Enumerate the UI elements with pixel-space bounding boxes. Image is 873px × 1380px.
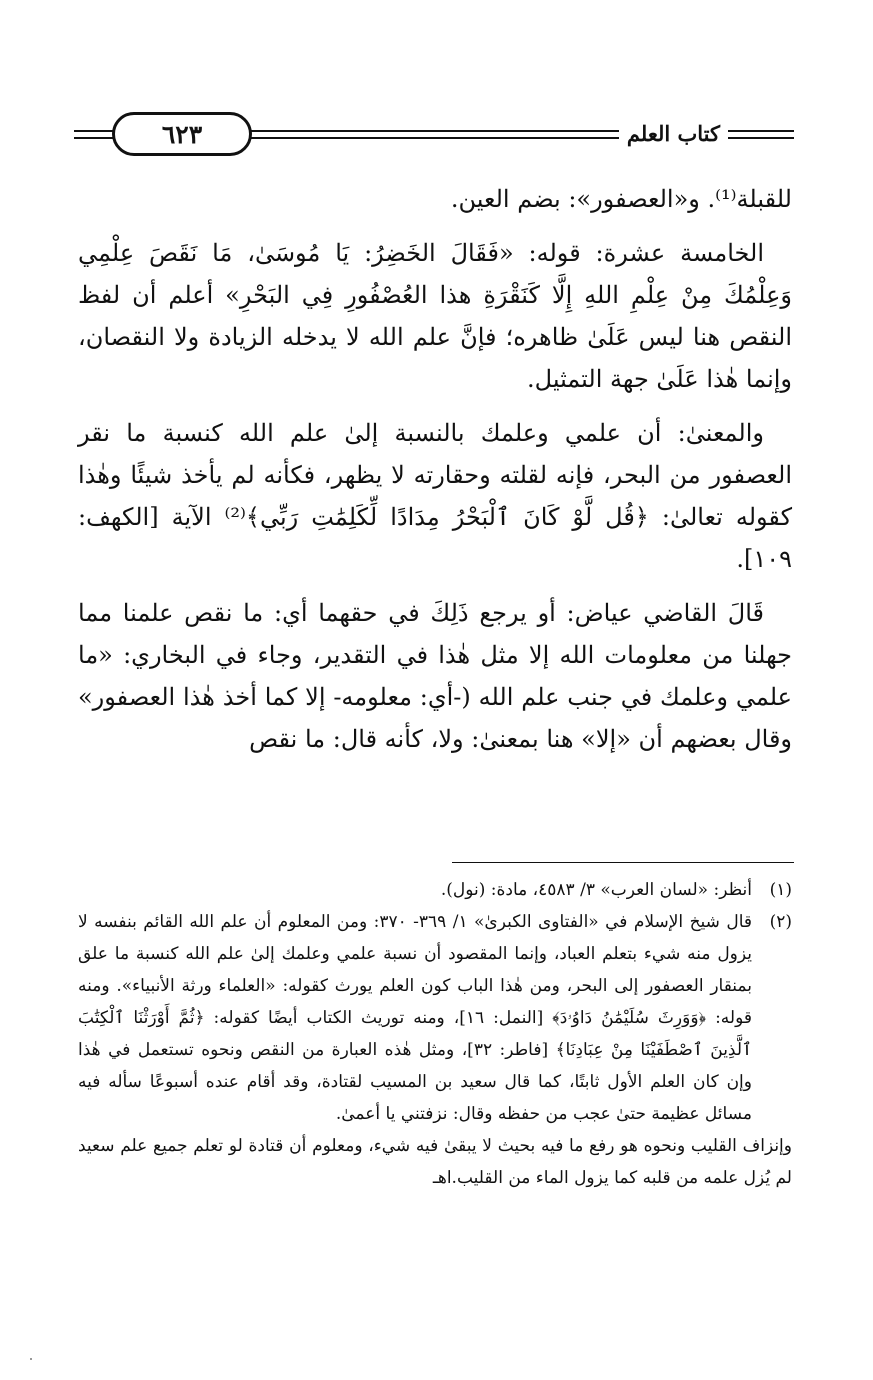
paragraph: والمعنىٰ: أن علمي وعلمك بالنسبة إلىٰ علم الله كنسبة ما نقر العصفور من البحر، فإنه لقلته وحقارته لا يظهر، فكأنه لم يأخذ شيئًا وهٰذا كقوله تعالىٰ: ﴿قُل لَّوْ كَانَ ٱلْبَحْرُ مِدَادًا لِّكَلِمَٰتِ رَبِّي﴾⁽²⁾ الآية [الكهف: ١٠٩]. (78, 419, 792, 573)
footnote-number: (٢) (769, 912, 792, 932)
footnote (78, 874, 792, 906)
paragraph: للقبلة⁽¹⁾. و«العصفور»: بضم العين. (450, 185, 792, 213)
page-header (74, 112, 794, 160)
footnote-text: أنظر: «لسان العرب» ٣/ ٤٥٨٣، مادة: (نول). (440, 880, 752, 900)
footnote (78, 906, 792, 1130)
footnote-text: قال شيخ الإسلام في «الفتاوى الكبرىٰ» ١/ ٣٦٩- ٣٧٠: ومن المعلوم أن علم الله القائم بنفسه لا يزول منه شيء بتعلم العباد، وإنما المقصود أن نسبة علمي وعلمك إلىٰ علم الله كنسبة ما علق بمنقار العصفور إلى البحر، ومن هٰذا الباب كون العلم يورث كقوله: «العلماء ورثة الأنبياء». ومنه قوله: ﴿وَوَرِثَ سُلَيْمَٰنُ دَاوُۥدَ﴾ [النمل: ١٦]، ومنه توريث الكتاب أيضًا كقوله: ﴿ثُمَّ أَوْرَثْنَا ٱلْكِتَٰبَ ٱلَّذِينَ ٱصْطَفَيْنَا مِنْ عِبَادِنَا﴾ [فاطر: ٣٢]، ومثل هٰذه العبارة من النقص ونحوه تستعمل في هٰذا وإن كان العلم الأول ثابتًا، كما قال سعيد بن المسيب لقتادة، وقد أقام عنده أسبوعًا سأله فيه مسائل عظيمة حتىٰ عجب من حفظه وقال: نزفتني يا أعمىٰ. (78, 912, 753, 1124)
footnote-continuation: وإنزاف القليب ونحوه هو رفع ما فيه بحيث لا يبقىٰ فيه شيء، ومعلوم أن قتادة لو تعلم جميع علم سعيد لم يُزل علمه من قلبه كما يزول الماء من القليب.اهـ (78, 1136, 792, 1188)
footnote-separator (452, 862, 794, 863)
paragraph: الخامسة عشرة: قوله: «فَقَالَ الخَضِرُ: يَا مُوسَىٰ، مَا نَقَصَ عِلْمِي وَعِلْمُكَ مِنْ عِلْمِ اللهِ إِلَّا كَنَقْرَةِ هذا العُصْفُورِ فِي البَحْرِ» أعلم أن لفظ النقص هنا ليس عَلَىٰ ظاهره؛ فإنَّ علم الله لا يدخله الزيادة ولا النقصان، وإنما هٰذا عَلَىٰ جهة التمثيل. (78, 239, 792, 393)
footnote-number: (١) (769, 880, 792, 900)
main-text (78, 178, 792, 772)
page-number: ٦٢٣ (112, 112, 252, 156)
footnotes (78, 874, 792, 1194)
page-speck (30, 1358, 32, 1360)
book-title: كتاب العلم (619, 121, 728, 146)
header-rule-left-top (74, 130, 114, 132)
paragraph: قَالَ القاضي عياض: أو يرجع ذَلِكَ في حقهما أي: ما نقص علمنا مما جهلنا من معلومات الله إلا مثل هٰذا في التقدير، وجاء في البخاري: «ما علمي وعلمك في جنب علم الله (-أي: معلومه- إلا كما أخذ هٰذا العصفور» وقال بعضهم أن «إلا» هنا بمعنىٰ: ولا، كأنه قال: ما نقص (78, 599, 792, 753)
header-rule-left-bottom (74, 137, 114, 139)
